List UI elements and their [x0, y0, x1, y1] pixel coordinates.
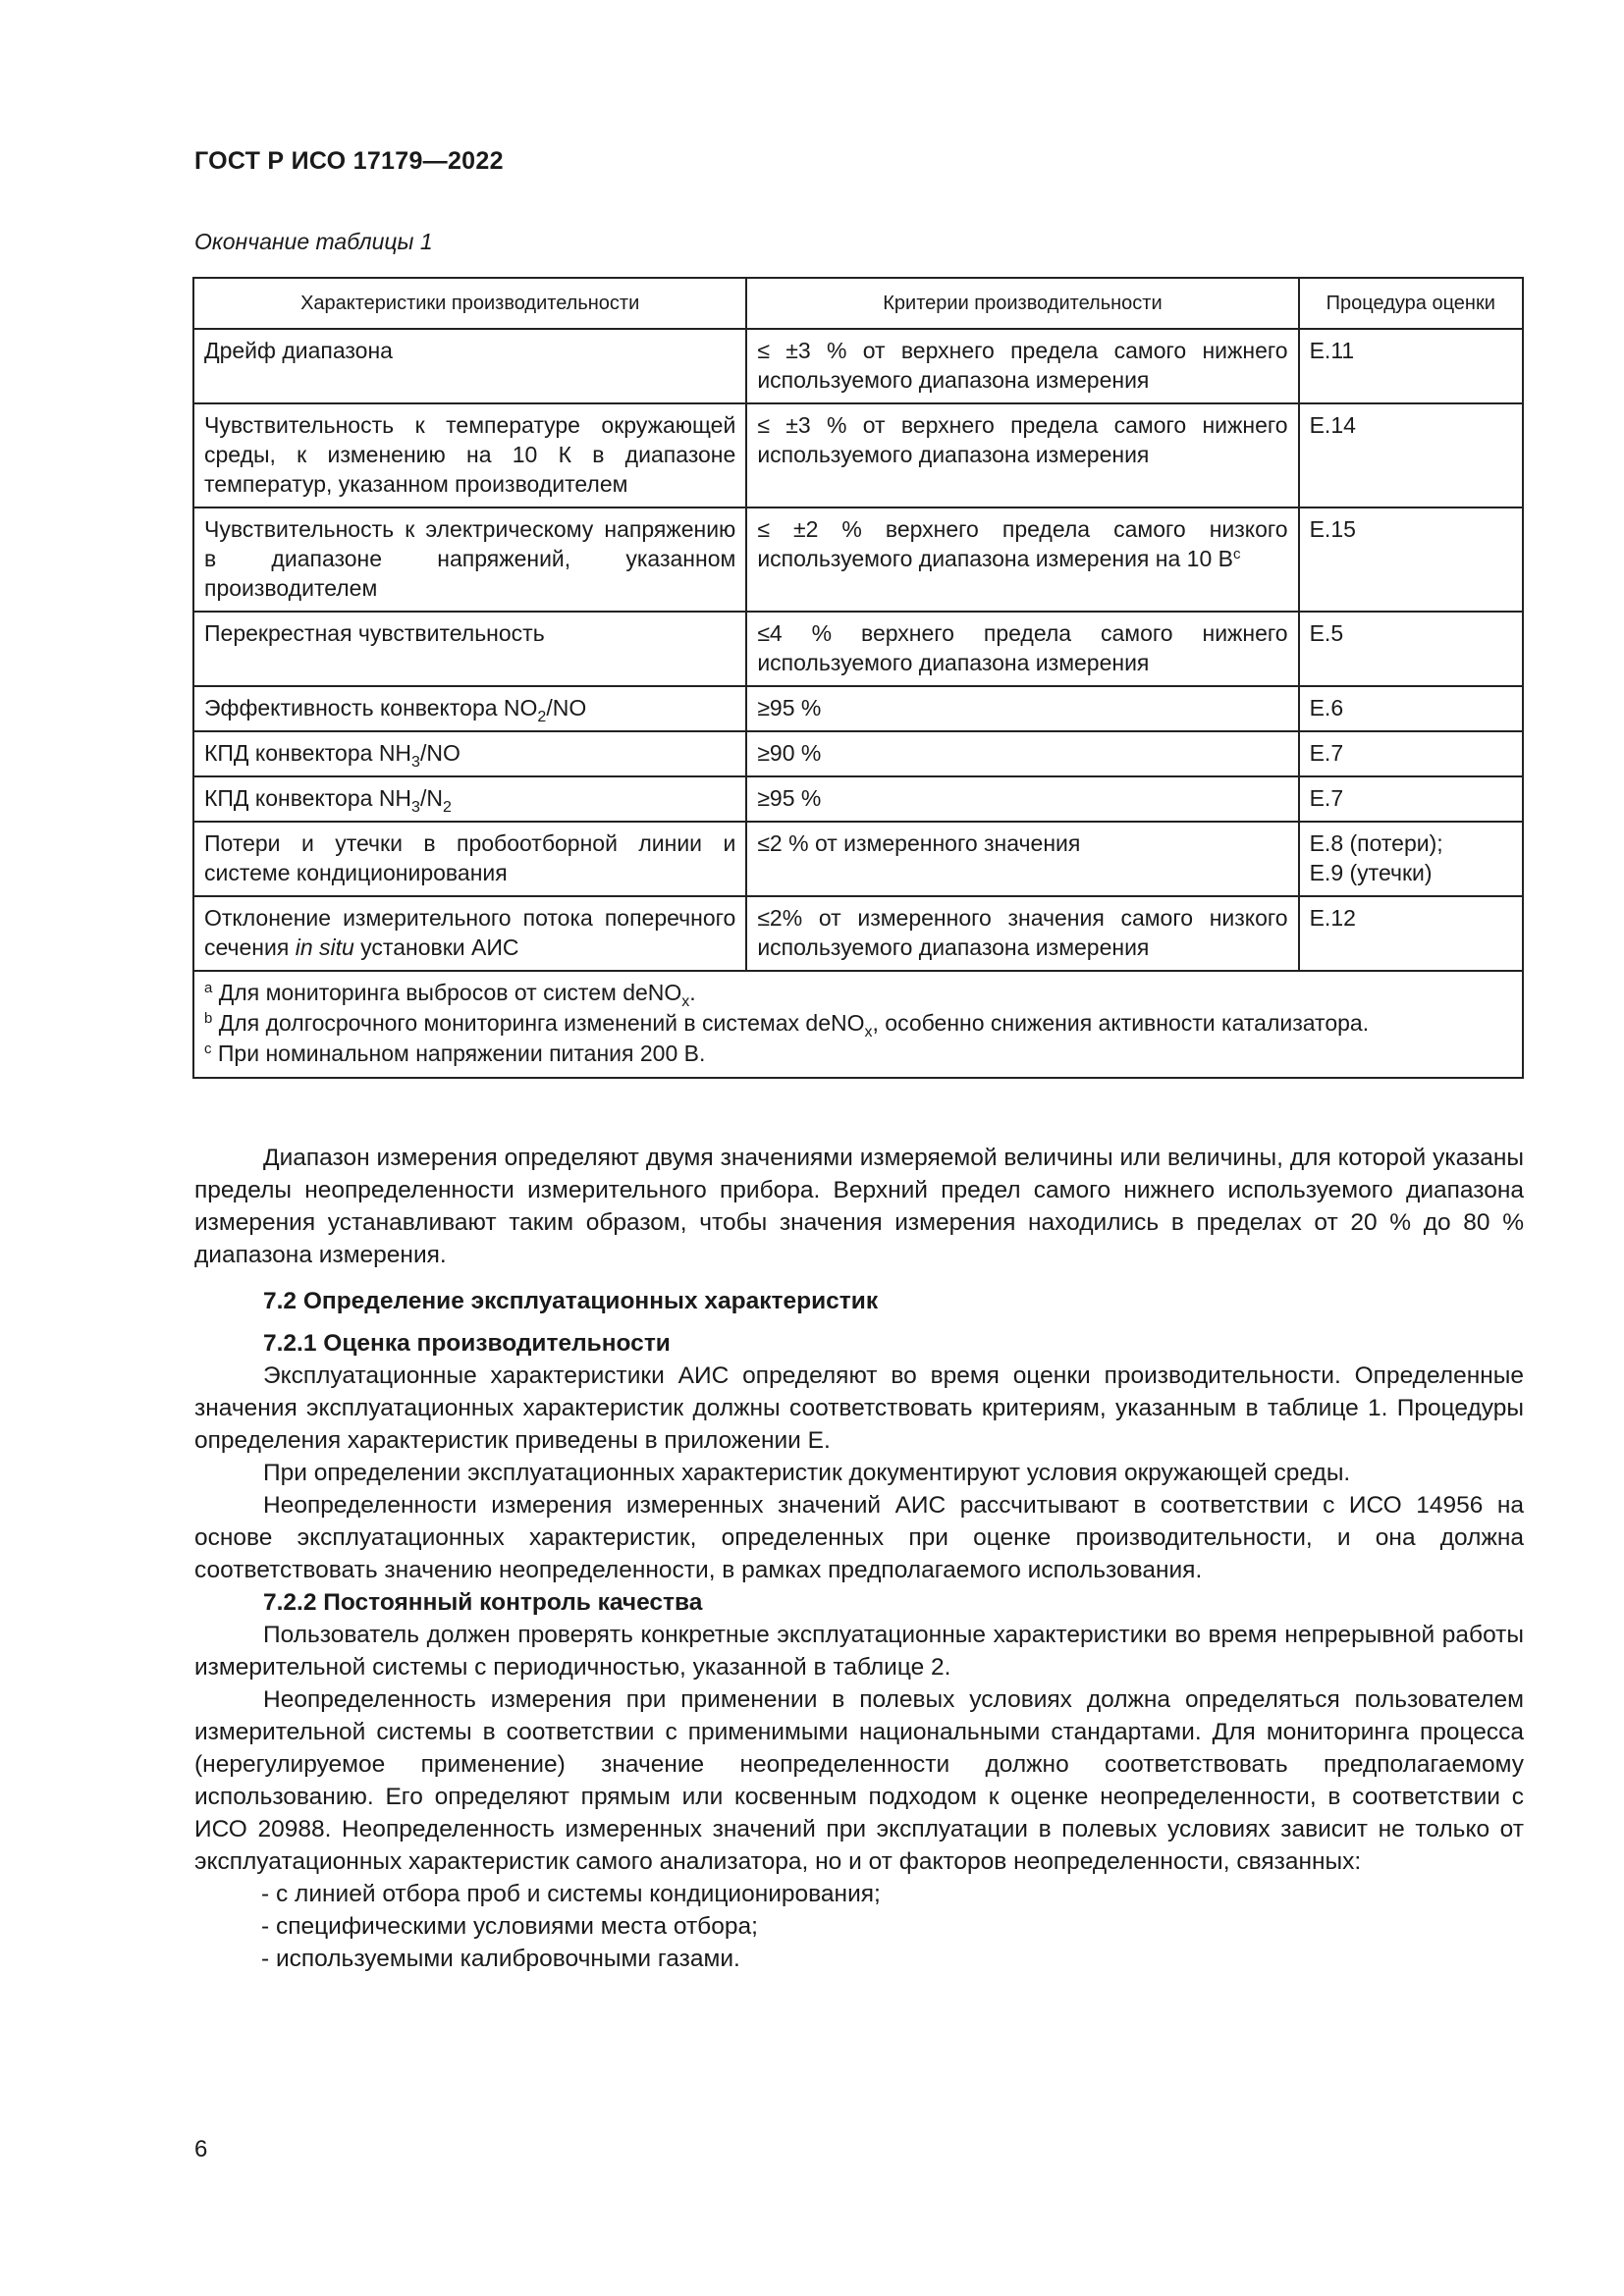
paragraph: Неопределенности измерения измеренных значений АИС рассчитывают в соответствии с ИСО 14956 на основе эксплуатационных характеристик, определенных при оценке производительности, и она должна соответствовать значению неопределенности, в рамках предполагаемого использования.: [194, 1492, 1524, 1583]
text-part: /NO: [546, 695, 587, 721]
paragraph: Диапазон измерения определяют двумя значениями измеряемой величины или величины, для которой указаны пределы неопределенности измерительного прибора. Верхний предел самого нижнего используемого диапазона измерения устанавливают таким образом, чтобы значения измерения находились в пределах от 20 % до 80 % диапазона измерения.: [194, 1145, 1524, 1268]
paragraph: Пользователь должен проверять конкретные эксплуатационные характеристики во время непрерывной работы измерительной системы с периодичностью, указанной в таблице 2.: [194, 1622, 1524, 1681]
section-heading: 7.2 Определение эксплуатационных характеристик: [263, 1288, 879, 1314]
table-row: [193, 731, 1523, 776]
characteristic-cell: Чувствительность к электрическому напряжению в диапазоне напряжений, указанном производителем: [193, 507, 746, 612]
text-part: /NO: [419, 740, 460, 766]
list-item: - используемыми калибровочными газами.: [261, 1946, 740, 1972]
note-text: , особенно снижения активности катализатора.: [872, 1010, 1370, 1036]
table-row: [193, 329, 1523, 403]
criterion-cell: ≥95 %: [746, 776, 1298, 822]
procedure-cell: [1299, 822, 1523, 896]
column-header: Характеристики производительности: [193, 278, 746, 329]
criterion-cell: ≥95 %: [746, 686, 1298, 731]
list-item: - специфическими условиями места отбора;: [261, 1913, 758, 1940]
body-text: [194, 1142, 1524, 1975]
table-notes: [193, 971, 1523, 1078]
table-row: [193, 776, 1523, 822]
note-mark: c: [204, 1041, 212, 1057]
procedure-cell: E.12: [1299, 896, 1523, 971]
text-part: /N: [419, 785, 443, 811]
subscript: 2: [537, 709, 547, 725]
paragraph: Неопределенность измерения при применении в полевых условиях должна определяться пользователем измерительной системы в соответствии с применимыми национальными стандартами. Для мониторинга процесса (нерегулируемое применение) значение неопределенности должно соответствовать предполагаемому использованию. Его определяют прямым или косвенным подходом к оценке неопределенности, в соответствии с ИСО 20988. Неопределенность измеренных значений при эксплуатации в полевых условиях зависит не только от эксплуатационных характеристик самого анализатора, но и от факторов неопределенности, связанных:: [194, 1686, 1524, 1875]
characteristic-cell: [193, 896, 746, 971]
characteristic-cell: Чувствительность к температуре окружающей среды, к изменению на 10 К в диапазоне температур, указанном производителем: [193, 403, 746, 507]
table-notes-row: [193, 971, 1523, 1078]
note-text: Для долгосрочного мониторинга изменений в системах deNO: [218, 1010, 865, 1036]
table-header-row: [193, 278, 1523, 329]
table-caption: Окончание таблицы 1: [194, 229, 433, 254]
criterion-cell: ≤ ±3 % от верхнего предела самого нижнего используемого диапазона измерения: [746, 403, 1298, 507]
subsection-heading: 7.2.1 Оценка производительности: [263, 1330, 671, 1357]
note-text: Для мониторинга выбросов от систем deNO: [218, 980, 682, 1005]
characteristic-cell: [193, 731, 746, 776]
procedure-cell: E.11: [1299, 329, 1523, 403]
table-row: [193, 403, 1523, 507]
text-part: КПД конвектора NH: [204, 740, 412, 766]
criterion-cell: ≤ ±3 % от верхнего предела самого нижнего используемого диапазона измерения: [746, 329, 1298, 403]
procedure-cell: E.14: [1299, 403, 1523, 507]
criterion-cell: [746, 507, 1298, 612]
characteristic-cell: [193, 776, 746, 822]
procedure-line: E.9 (утечки): [1309, 860, 1433, 885]
column-header: Критерии производительности: [746, 278, 1298, 329]
procedure-cell: E.7: [1299, 731, 1523, 776]
text-part: Отклонение измерительного потока поперечного сечения: [204, 905, 736, 960]
procedure-cell: E.6: [1299, 686, 1523, 731]
criterion-cell: ≥90 %: [746, 731, 1298, 776]
characteristic-cell: Перекрестная чувствительность: [193, 612, 746, 686]
note-text: .: [689, 980, 696, 1005]
italic-term: in situ: [295, 934, 354, 960]
table-row: [193, 686, 1523, 731]
subscript: 3: [411, 754, 420, 771]
procedure-cell: E.7: [1299, 776, 1523, 822]
table-row: [193, 612, 1523, 686]
paragraph: При определении эксплуатационных характеристик документируют условия окружающей среды.: [263, 1460, 1351, 1486]
table-note: [204, 1008, 1512, 1039]
note-mark: b: [204, 1010, 213, 1027]
paragraph: Эксплуатационные характеристики АИС определяют во время оценки производительности. Определенные значения эксплуатационных характеристик должны соответствовать критериям, указанным в таблице 1. Процедуры определения характеристик приведены в приложении Е.: [194, 1362, 1524, 1454]
text-part: установки АИС: [353, 934, 519, 960]
procedure-cell: E.5: [1299, 612, 1523, 686]
characteristic-cell: Дрейф диапазона: [193, 329, 746, 403]
criterion-cell: ≤2% от измеренного значения самого низкого используемого диапазона измерения: [746, 896, 1298, 971]
table-row: [193, 507, 1523, 612]
procedure-cell: E.15: [1299, 507, 1523, 612]
text-part: КПД конвектора NH: [204, 785, 412, 811]
criterion-cell: ≤2 % от измеренного значения: [746, 822, 1298, 896]
table-note: [204, 978, 1512, 1008]
subscript: 3: [411, 799, 420, 816]
note-text: При номинальном напряжении питания 200 В.: [217, 1041, 706, 1066]
subscript: 2: [442, 799, 452, 816]
procedure-line: E.8 (потери);: [1309, 830, 1443, 856]
subscript: x: [681, 993, 690, 1010]
subscript: x: [864, 1024, 873, 1041]
criterion-cell: ≤4 % верхнего предела самого нижнего используемого диапазона измерения: [746, 612, 1298, 686]
table-note: [204, 1039, 1512, 1069]
characteristic-cell: Потери и утечки в пробоотборной линии и системе кондиционирования: [193, 822, 746, 896]
text-part: Эффективность конвектора NO: [204, 695, 538, 721]
characteristic-cell: [193, 686, 746, 731]
footnote-ref: c: [1232, 546, 1241, 562]
list-item: - с линией отбора проб и системы кондиционирования;: [261, 1881, 881, 1907]
note-mark: a: [204, 980, 213, 996]
criterion-text: ≤ ±2 % верхнего предела самого низкого используемого диапазона измерения на 10 В: [757, 516, 1288, 571]
page-number: 6: [194, 2136, 208, 2163]
subsection-heading: 7.2.2 Постоянный контроль качества: [263, 1589, 703, 1616]
performance-criteria-table: [192, 277, 1524, 1079]
column-header: Процедура оценки: [1299, 278, 1523, 329]
standard-id: ГОСТ Р ИСО 17179—2022: [194, 147, 504, 175]
table-row: [193, 822, 1523, 896]
table-row: [193, 896, 1523, 971]
